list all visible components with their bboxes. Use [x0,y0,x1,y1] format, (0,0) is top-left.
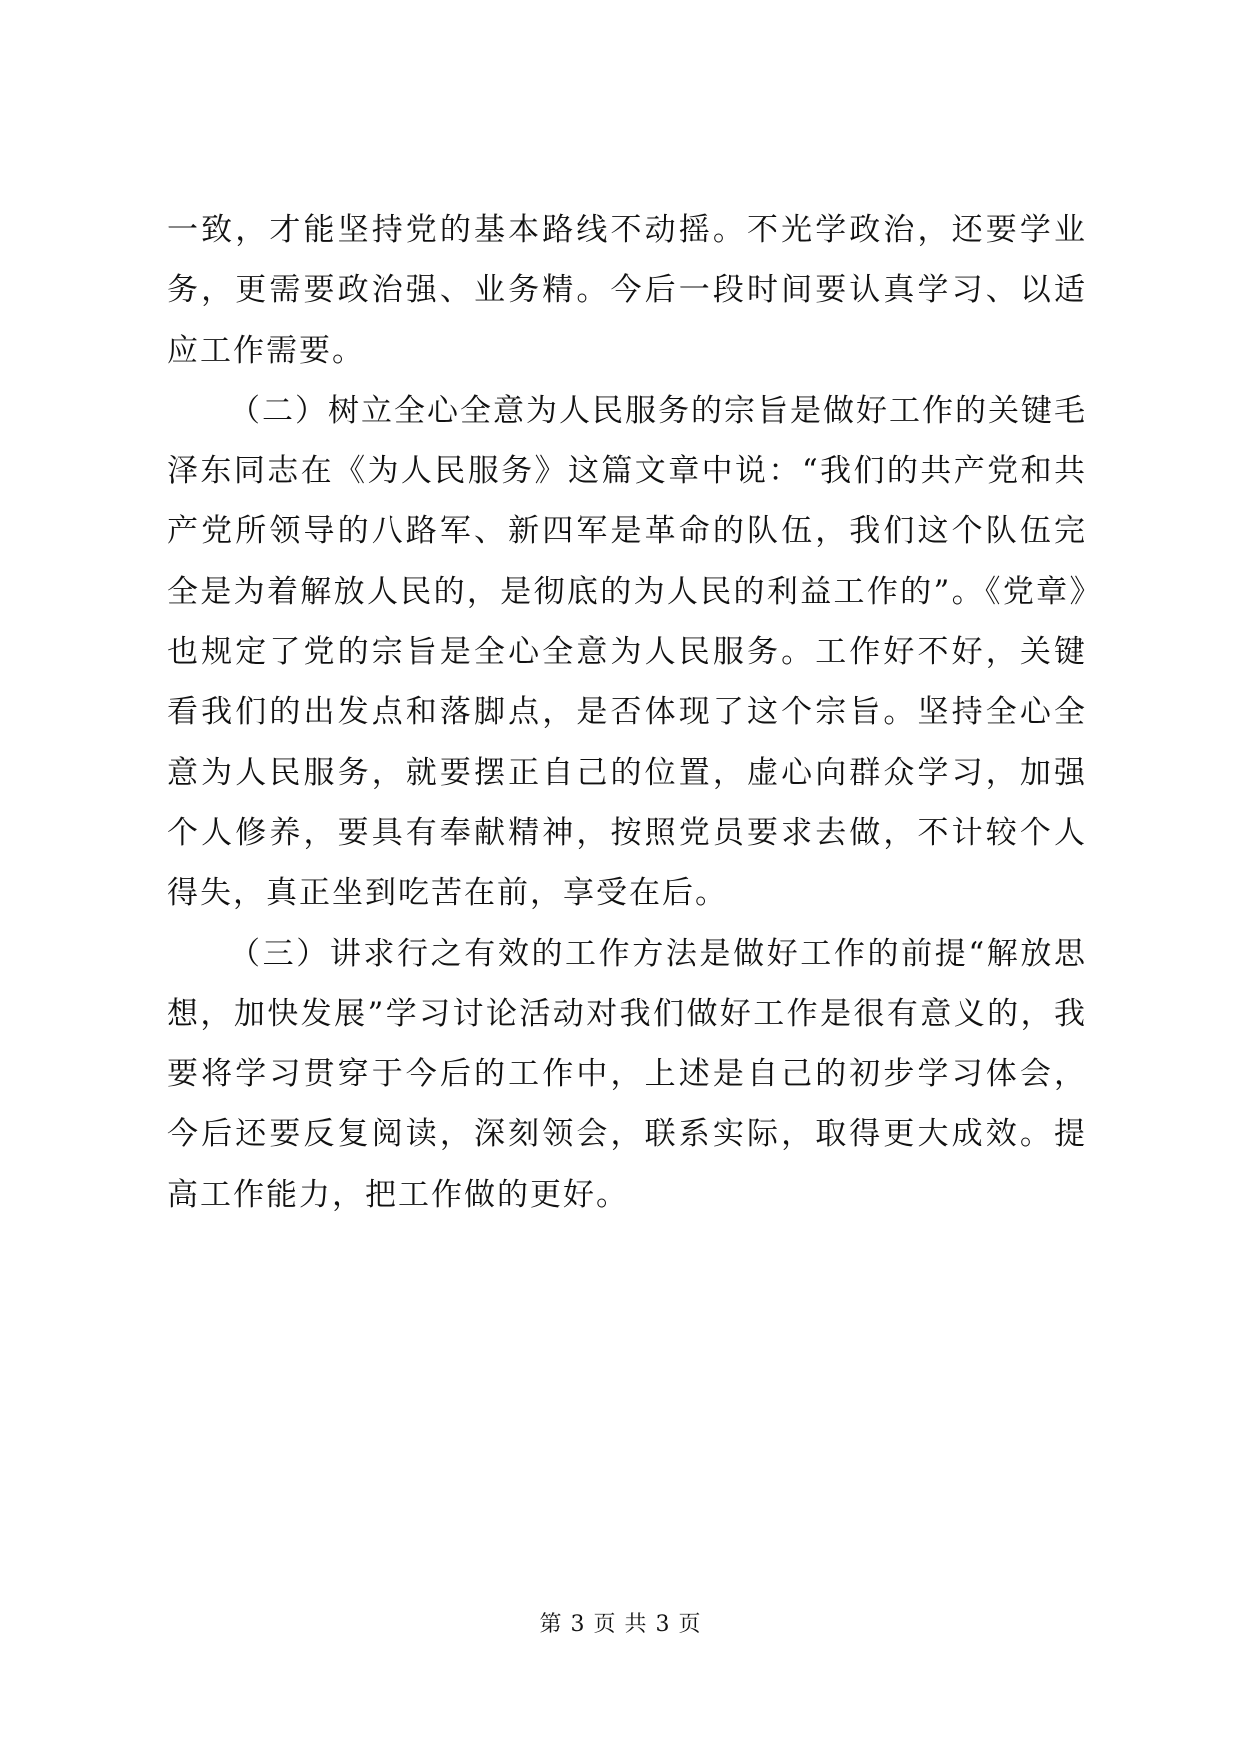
paragraph-continuation: 一致，才能坚持党的基本路线不动摇。不光学政治，还要学业务，更需要政治强、业务精。今后一段时间要认真学习、以适应工作需要。 [167,212,1087,369]
document-body [167,200,1087,1225]
page-footer: 第 3 页 共 3 页 [539,1612,702,1637]
paragraph-section-two: （二）树立全心全意为人民服务的宗旨是做好工作的关键毛泽东同志在《为人民服务》这篇文章中说：“我们的共产党和共产党所领导的八路军、新四军是革命的队伍，我们这个队伍完全是为着解放人民的，是彻底的为人民的利益工作的”。《党章》也规定了党的宗旨是全心全意为人民服务。工作好不好，关键看我们的出发点和落脚点，是否体现了这个宗旨。坚持全心全意为人民服务，就要摆正自己的位置，虚心向群众学习，加强个人修养，要具有奉献精神，按照党员要求去做，不计较个人得失，真正坐到吃苦在前，享受在后。 [167,392,1087,912]
paragraph-section-three: （三）讲求行之有效的工作方法是做好工作的前提“解放思想，加快发展”学习讨论活动对我们做好工作是很有意义的，我要将学习贯穿于今后的工作中，上述是自己的初步学习体会，今后还要反复阅读，深刻领会，联系实际，取得更大成效。提高工作能力，把工作做的更好。 [167,935,1087,1213]
